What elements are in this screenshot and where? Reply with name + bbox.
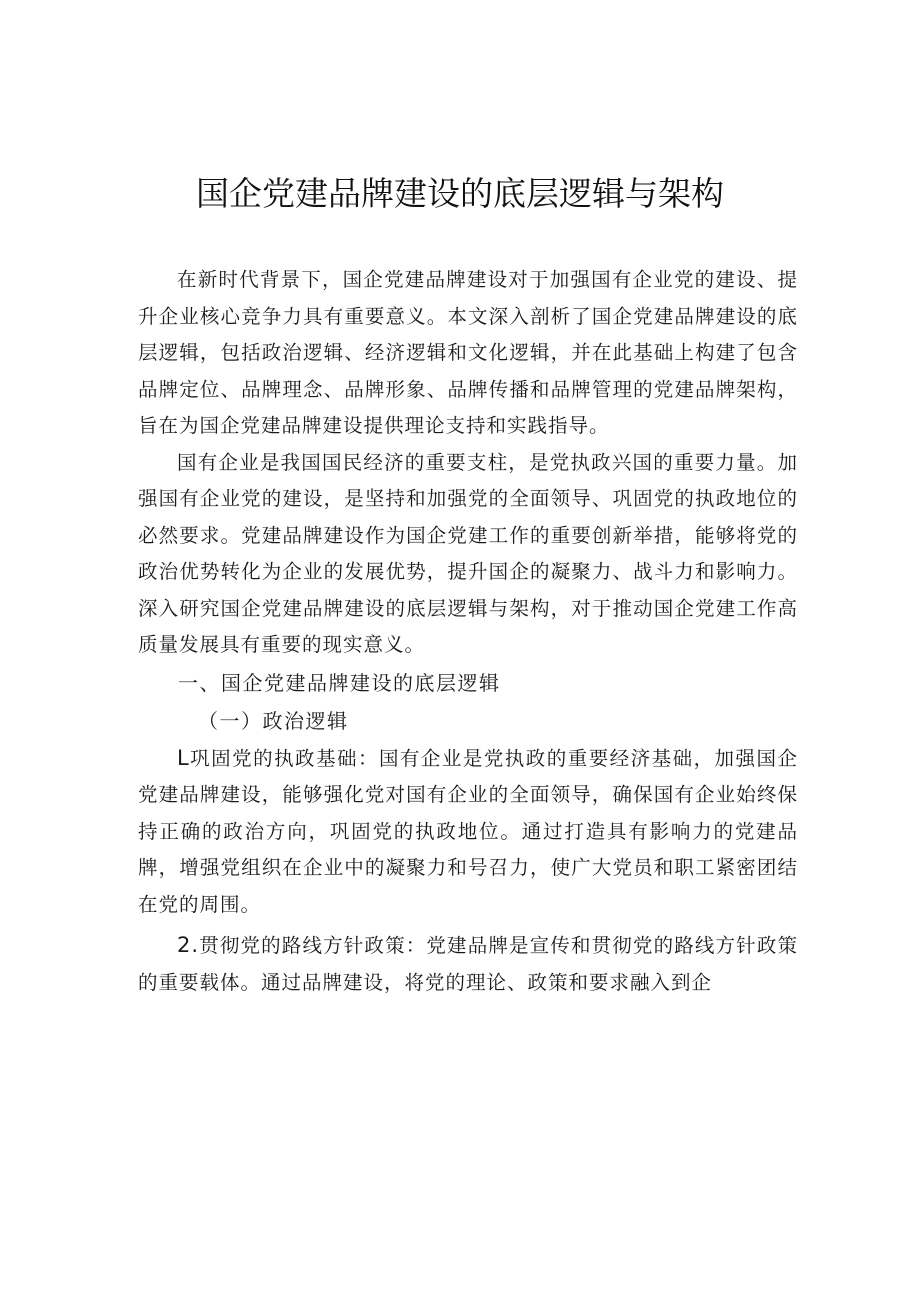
item-number: L bbox=[177, 745, 190, 770]
item-text: 国有企业是党执政的重要经济基础，加强国企党建品牌建设，能够强化党对国有企业的全面领导，确保国有企业始终保持正确的政治方向，巩固党的执政地位。通过打造具有影响力的党建品牌，增强党组织在企业中的凝聚力和号召力，使广大党员和职工紧密团结在党的周围。 bbox=[138, 746, 798, 916]
section-heading: 一、国企党建品牌建设的底层逻辑 bbox=[178, 670, 501, 695]
abstract-paragraph: 在新时代背景下，国企党建品牌建设对于加强国有企业党的建设、提升企业核心竞争力具有重要意义。本文深入剖析了国企党建品牌建设的底层逻辑，包括政治逻辑、经济逻辑和文化逻辑，并在此基础上构建了包含品牌定位、品牌理念、品牌形象、品牌传播和品牌管理的党建品牌架构，旨在为国企党建品牌建设提供理论支持和实践指导。 bbox=[138, 268, 798, 437]
list-item bbox=[138, 740, 798, 924]
item-label: 贯彻党的路线方针政策： bbox=[199, 934, 427, 957]
item-number: 2. bbox=[177, 933, 200, 957]
document-title: 国企党建品牌建设的底层逻辑与架构 bbox=[196, 174, 724, 213]
document-body bbox=[138, 262, 798, 1001]
item-text: 党建品牌是宣传和贯彻党的路线方针政策的重要载体。通过品牌建设，将党的理论、政策和要求融入到企 bbox=[138, 934, 798, 994]
subsection-heading: （一）政治逻辑 bbox=[198, 708, 349, 733]
list-item bbox=[138, 927, 798, 1001]
intro-paragraph: 国有企业是我国国民经济的重要支柱，是党执政兴国的重要力量。加强国有企业党的建设，是坚持和加强党的全面领导、巩固党的执政地位的必然要求。党建品牌建设作为国企党建工作的重要创新举措，能够将党的政治优势转化为企业的发展优势，提升国企的凝聚力、战斗力和影响力。深入研究国企党建品牌建设的底层逻辑与架构，对于推动国企党建工作高质量发展具有重要的现实意义。 bbox=[138, 450, 798, 656]
item-label: 巩固党的执政基础： bbox=[189, 746, 379, 770]
